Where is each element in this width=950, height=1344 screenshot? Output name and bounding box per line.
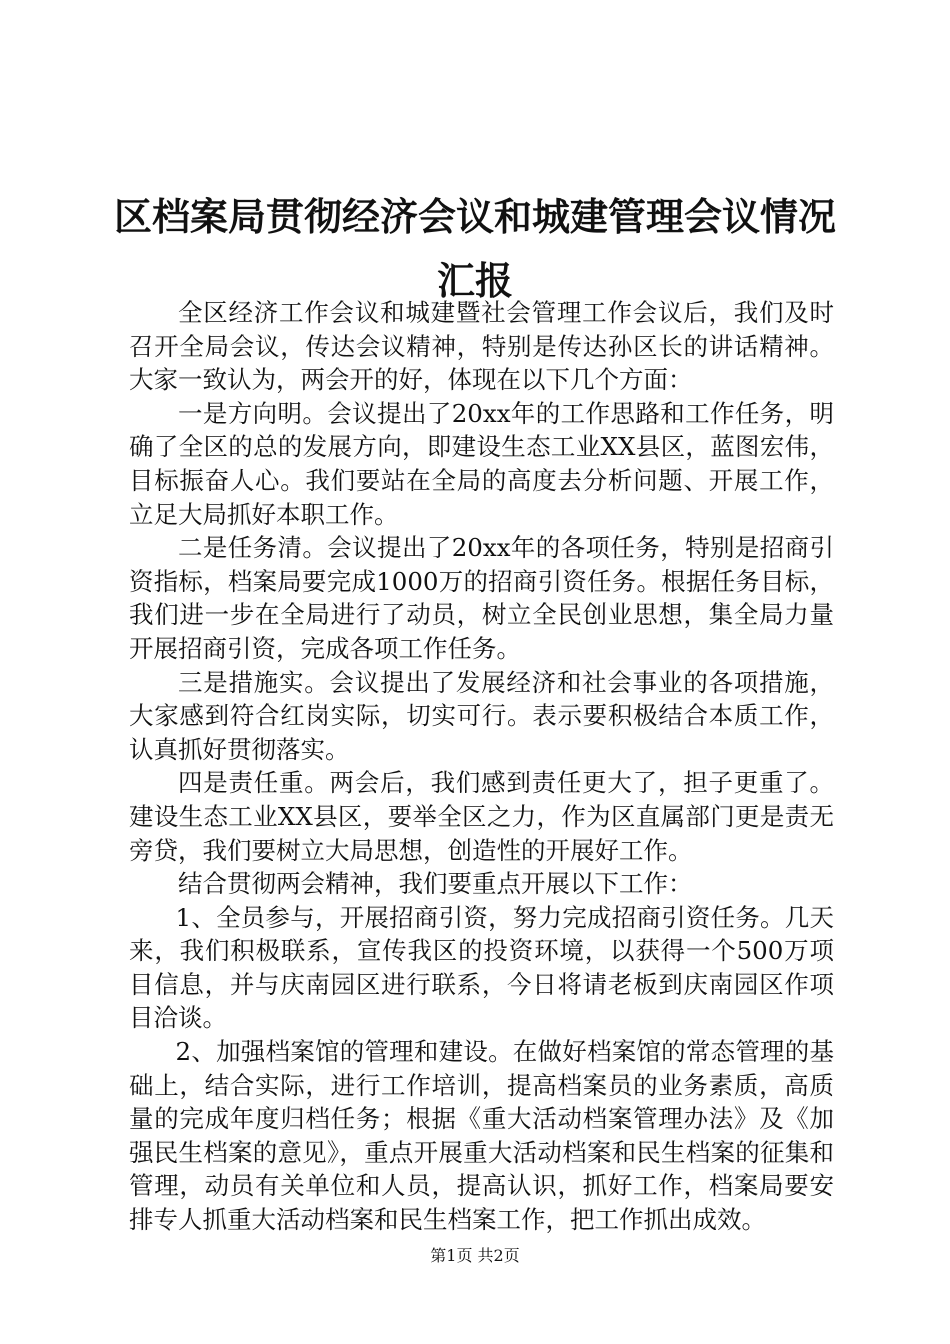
paragraph-work-intro: 结合贯彻两会精神，我们要重点开展以下工作： [178, 869, 693, 899]
paragraph-point-4: 四是责任重。两会后，我们感到责任更大了，担子更重了。建设生态工业XX县区，要举全区之力，作为区直属部门更是责无旁贷，我们要树立大局思想，创造性的开展好工作。 [129, 768, 834, 865]
paragraph-point-1: 一是方向明。会议提出了20xx年的工作思路和工作任务，明确了全区的总的发展方向，即建设生态工业XX县区，蓝图宏伟，目标振奋人心。我们要站在全局的高度去分析问题、开展工作，立足大局抓好本职工作。 [129, 398, 834, 529]
page-footer: 第1页 共2页 [430, 1246, 520, 1265]
document-title: 区档案局贯彻经济会议和城建管理会议情况汇报 [113, 194, 836, 304]
paragraph-work-item-2: 2、加强档案馆的管理和建设。在做好档案馆的常态管理的基础上，结合实际，进行工作培训，提高档案员的业务素质，高质量的完成年度归档任务；根据《重大活动档案管理办法》及《加强民生档案的意见》，重点开展重大活动档案和民生档案的征集和管理，动员有关单位和人员，提高认识，抓好工作，档案局要安排专人抓重大活动档案和民生档案工作，把工作抓出成效。 [129, 1037, 834, 1235]
paragraph-point-2: 二是任务清。会议提出了20xx年的各项任务，特别是招商引资指标，档案局要完成1000万的招商引资任务。根据任务目标，我们进一步在全局进行了动员，树立全民创业思想，集全局力量开展招商引资，完成各项工作任务。 [129, 533, 834, 663]
paragraph-work-item-1: 1、全员参与，开展招商引资，努力完成招商引资任务。几天来，我们积极联系，宣传我区的投资环境，以获得一个500万项目信息，并与庆南园区进行联系，今日将请老板到庆南园区作项目洽谈。 [129, 902, 834, 1033]
paragraph-point-3: 三是措施实。会议提出了发展经济和社会事业的各项措施，大家感到符合红岗实际，切实可行。表示要积极结合本质工作，认真抓好贯彻落实。 [129, 667, 834, 764]
paragraph-intro: 全区经济工作会议和城建暨社会管理工作会议后，我们及时召开全局会议，传达会议精神，特别是传达孙区长的讲话精神。大家一致认为，两会开的好，体现在以下几个方面： [129, 298, 834, 395]
document-body [129, 296, 834, 1237]
